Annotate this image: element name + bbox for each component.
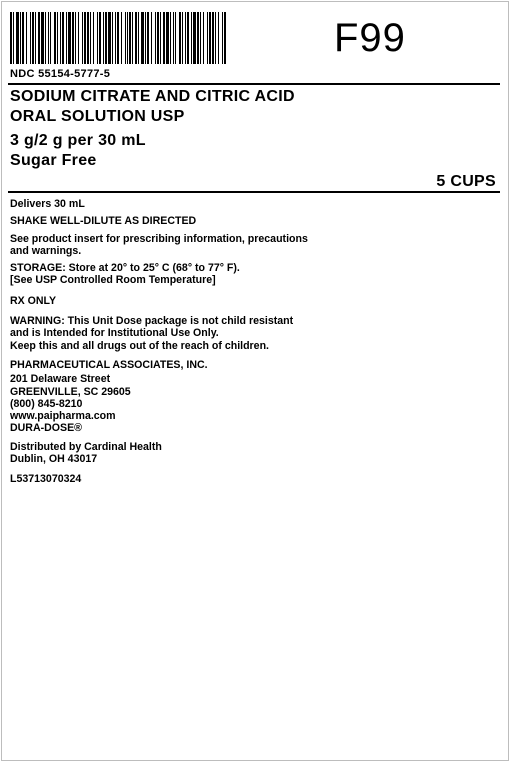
brand-mark: DURA-DOSE®: [10, 422, 82, 435]
warning-line1: WARNING: This Unit Dose package is not child resistant: [10, 315, 294, 328]
warning-line3: Keep this and all drugs out of the reach of children.: [10, 339, 269, 352]
rx-only: RX ONLY: [10, 294, 57, 307]
sugar-free-flag: Sugar Free: [10, 152, 97, 169]
product-label: [1, 1, 509, 761]
insert-line1: See product insert for prescribing information, precautions: [10, 232, 308, 245]
distributor-line2: Dublin, OH 43017: [10, 453, 98, 466]
storage-line2: [See USP Controlled Room Temperature]: [10, 274, 216, 287]
distributor-line1: Distributed by Cardinal Health: [10, 440, 162, 453]
barcode-space: [226, 12, 228, 64]
product-name-line1: SODIUM CITRATE AND CITRIC ACID: [10, 88, 295, 105]
shake-text: SHAKE WELL-DILUTE AS DIRECTED: [10, 215, 197, 228]
manufacturer-street: 201 Delaware Street: [10, 373, 111, 386]
insert-line2: and warnings.: [10, 244, 82, 257]
manufacturer-website: www.paipharma.com: [10, 410, 116, 423]
product-strength: 3 g/2 g per 30 mL: [10, 132, 146, 149]
cup-count: 5 CUPS: [436, 173, 496, 190]
barcode: [10, 12, 228, 64]
lot-number: L53713070324: [10, 473, 82, 486]
storage-line1: STORAGE: Store at 20° to 25° C (68° to 77° F).: [10, 262, 240, 275]
package-code: F99: [334, 16, 406, 60]
manufacturer-city: GREENVILLE, SC 29605: [10, 385, 131, 398]
mid-divider: [8, 191, 500, 193]
warning-line2: and is Intended for Institutional Use Only.: [10, 327, 219, 340]
delivers-text: Delivers 30 mL: [10, 198, 85, 210]
ndc-number: NDC 55154-5777-5: [10, 68, 111, 80]
top-divider: [8, 83, 500, 85]
product-name-line2: ORAL SOLUTION USP: [10, 108, 185, 125]
label-body: [10, 195, 370, 486]
manufacturer-phone: (800) 845-8210: [10, 397, 83, 410]
manufacturer-name: PHARMACEUTICAL ASSOCIATES, INC.: [10, 358, 208, 371]
